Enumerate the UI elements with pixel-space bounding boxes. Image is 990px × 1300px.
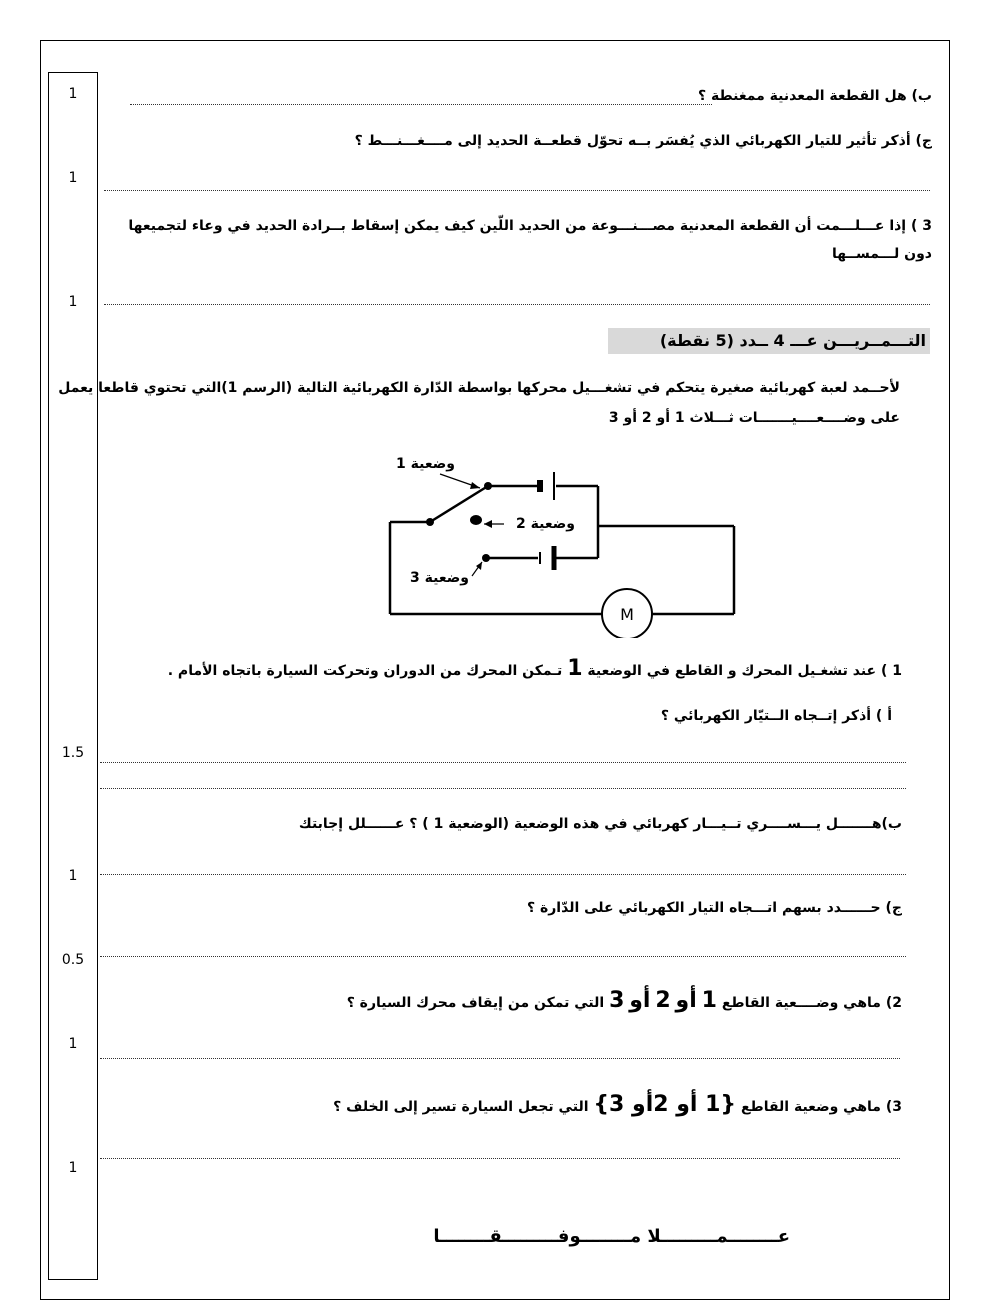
exercise-title: التـــمــريـــن عـــ 4 ــدد (5 نقطة) (608, 328, 930, 354)
question-c-arrow: ج) حــــــدد بسهم اتـــجاه التيار الكهربائي على الدّارة ؟ (526, 900, 902, 916)
question-a-direction: أ ) أذكر إتــجاه الــتيّار الكهربائي ؟ (660, 708, 892, 724)
question-3-line2: دون لـــمســها (831, 246, 932, 262)
position-1-label: وضعية 1 (396, 456, 455, 472)
part3-question: 3) ماهي وضعية القاطع {1 أو 2أو 3} التي تجعل السيارة تسير إلى الخلف ؟ (333, 1092, 902, 1117)
score: 1 (68, 1036, 78, 1052)
score: 1 (68, 294, 78, 310)
position-2-label: وضعية 2 (516, 516, 575, 532)
part1-statement: 1 ) عند تشغـيل المحرك و القاطع في الوضعية 1 تـمكن المحرك من الدوران وتحركت السيارة باتجاه الأمام . (167, 656, 902, 681)
intro-line-2: على وضــــعــــيـــــــات ثـــلاث 1 أو 2 أو 3 (608, 410, 900, 426)
question-b-magnet: ب) هل القطعة المعدنية ممغنطة ؟ (697, 88, 932, 104)
answer-line[interactable] (100, 874, 906, 875)
position-number: 1 (567, 656, 583, 681)
answer-line[interactable] (100, 788, 906, 789)
circuit-diagram (380, 448, 750, 638)
answer-line[interactable] (104, 190, 930, 191)
score-column (48, 72, 98, 1280)
question-c-effect: ج) أذكر تأثير للتيار الكهربائي الذي يُفسَر بــه تحوّل قطعــة الحديد إلى مــــغـــنـــط ؟ (354, 133, 932, 149)
answer-line[interactable] (130, 104, 712, 105)
score: 0.5 (61, 952, 85, 968)
question-3-line1: 3 ) إذا عـــلـــمت أن القطعة المعدنية مصـــنـــوعة من الحديد اللّين كيف يمكن إسقاط بــرادة الحديد في وعاء لتجميعها (128, 218, 932, 234)
part2-question: 2) ماهي وضــــعية القاطع 1 أو 2 أو 3 التي تمكن من إيقاف محرك السيارة ؟ (346, 988, 902, 1013)
answer-line[interactable] (100, 762, 906, 763)
score: 1 (68, 1160, 78, 1176)
question-b-current: ب)هـــــــل يـــســــري تــيـــار كهربائي في هذه الوضعية (الوضعية 1 ) ؟ عــــــلل إجابتك (298, 816, 902, 832)
score: 1 (68, 170, 78, 186)
footer-good-luck: عــــــــمـــــــــلا مــــــــوفـــــــــقــــــــا (433, 1226, 790, 1247)
answer-line[interactable] (100, 1058, 900, 1059)
score: 1 (68, 86, 78, 102)
intro-line-1: لأحــمد لعبة كهربائية صغيرة يتحكم في تشغـــيل محركها بواسطة الدّارة الكهربائية التالية (الرسم 1)التي تحتوي قاطعا يعمل (58, 380, 900, 396)
motor-label: M (620, 605, 634, 624)
answer-line[interactable] (100, 1158, 900, 1159)
score: 1.5 (61, 745, 85, 761)
answer-line[interactable] (104, 304, 930, 305)
answer-line[interactable] (100, 956, 906, 957)
score: 1 (68, 868, 78, 884)
position-3-label: وضعية 3 (410, 570, 469, 586)
